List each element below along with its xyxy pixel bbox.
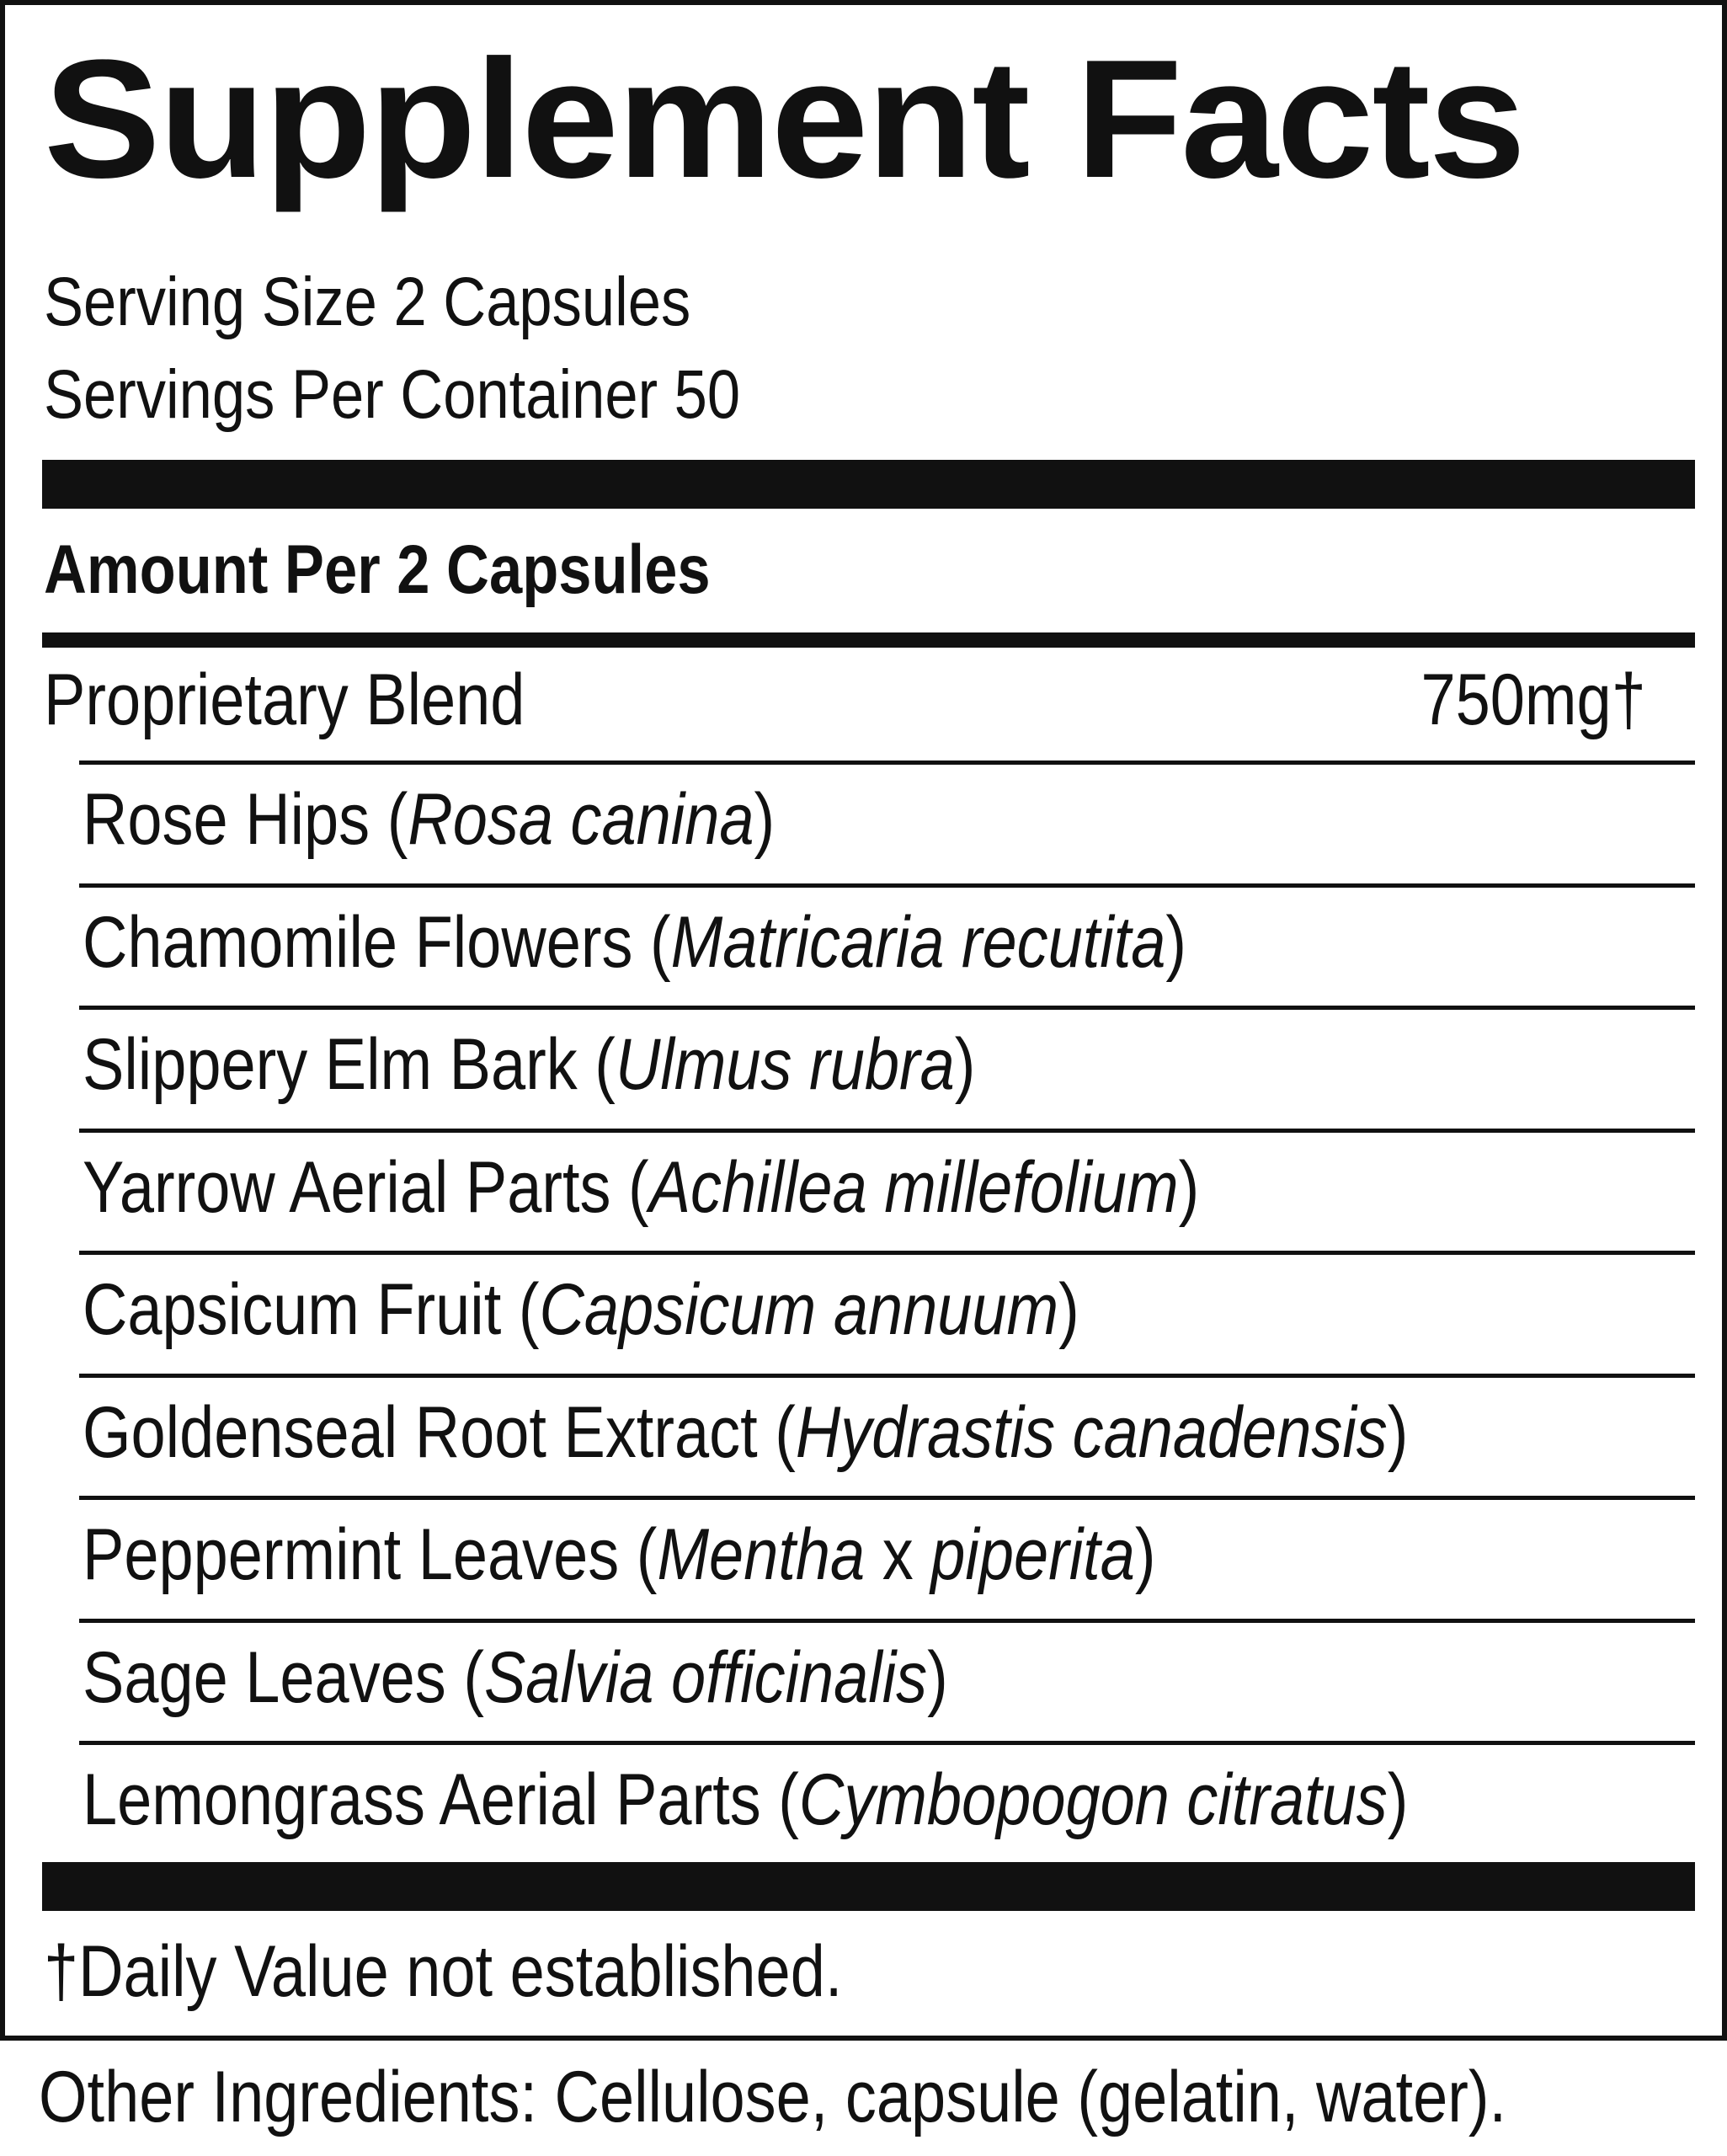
- ingredient-latin-name: Matricaria recutita: [670, 901, 1166, 983]
- ingredient-latin-name: Ulmus rubra: [615, 1024, 955, 1105]
- ingredient-row: [79, 1006, 1695, 1129]
- ingredient-row: [79, 760, 1695, 883]
- ingredient-common-name: Slippery Elm Bark: [83, 1024, 578, 1105]
- ingredient-common-name: Yarrow Aerial Parts: [83, 1146, 611, 1228]
- ingredient-list: [79, 760, 1695, 1864]
- ingredient-row: [79, 1374, 1695, 1497]
- latin-name-part: Mentha: [657, 1514, 866, 1595]
- ingredient-text: Peppermint Leaves (Mentha x piperita): [83, 1514, 1156, 1595]
- ingredient-row: [79, 1251, 1695, 1374]
- ingredient-row: [79, 1741, 1695, 1864]
- latin-name-part: x: [882, 1514, 914, 1595]
- panel-title: Supplement Facts: [44, 25, 1525, 213]
- ingredient-text: Slippery Elm Bark (Ulmus rubra): [83, 1024, 976, 1105]
- ingredient-common-name: Chamomile Flowers: [83, 901, 633, 983]
- proprietary-blend-label: Proprietary Blend: [44, 659, 525, 740]
- ingredient-latin-name: Achillea millefolium: [648, 1146, 1179, 1228]
- latin-name-part: piperita: [930, 1514, 1135, 1595]
- proprietary-blend-amount: 750mg†: [1421, 659, 1646, 740]
- amount-per-serving-header: Amount Per 2 Capsules: [44, 531, 711, 608]
- ingredient-common-name: Lemongrass Aerial Parts: [83, 1759, 761, 1840]
- daily-value-footnote: †Daily Value not established.: [44, 1931, 843, 2012]
- ingredient-row: [79, 1129, 1695, 1251]
- ingredient-row: [79, 1619, 1695, 1742]
- serving-size: Serving Size 2 Capsules: [44, 264, 691, 340]
- ingredient-latin-name: Salvia officinalis: [483, 1636, 928, 1718]
- ingredient-latin-name: Capsicum annuum: [539, 1269, 1059, 1350]
- servings-per-container: Servings Per Container 50: [44, 356, 741, 433]
- ingredient-latin-name: Cymbopogon citratus: [798, 1759, 1388, 1840]
- ingredient-text: Chamomile Flowers (Matricaria recutita): [83, 901, 1187, 983]
- thick-divider-bottom: [42, 1862, 1695, 1911]
- ingredient-text: Capsicum Fruit (Capsicum annuum): [83, 1269, 1079, 1350]
- ingredient-common-name: Peppermint Leaves: [83, 1514, 620, 1595]
- ingredient-common-name: Goldenseal Root Extract: [83, 1391, 758, 1473]
- ingredient-text: Yarrow Aerial Parts (Achillea millefolium): [83, 1146, 1200, 1228]
- ingredient-text: Rose Hips (Rosa canina): [83, 779, 776, 860]
- ingredient-text: Sage Leaves (Salvia officinalis): [83, 1636, 948, 1718]
- ingredient-text: Goldenseal Root Extract (Hydrastis canadensis): [83, 1391, 1409, 1473]
- other-ingredients: Other Ingredients: Cellulose, capsule (gelatin, water).: [39, 2057, 1507, 2137]
- thick-divider-top: [42, 460, 1695, 509]
- ingredient-latin-name: [657, 1514, 1134, 1595]
- ingredient-latin-name: Hydrastis canadensis: [795, 1391, 1388, 1473]
- ingredient-common-name: Rose Hips: [83, 779, 370, 860]
- ingredient-common-name: Capsicum Fruit: [83, 1269, 502, 1350]
- ingredient-common-name: Sage Leaves: [83, 1636, 446, 1718]
- ingredient-text: Lemongrass Aerial Parts (Cymbopogon citratus): [83, 1759, 1409, 1840]
- ingredient-row: [79, 883, 1695, 1006]
- ingredient-latin-name: Rosa canina: [408, 779, 754, 860]
- medium-divider: [42, 632, 1695, 648]
- ingredient-row: [79, 1496, 1695, 1619]
